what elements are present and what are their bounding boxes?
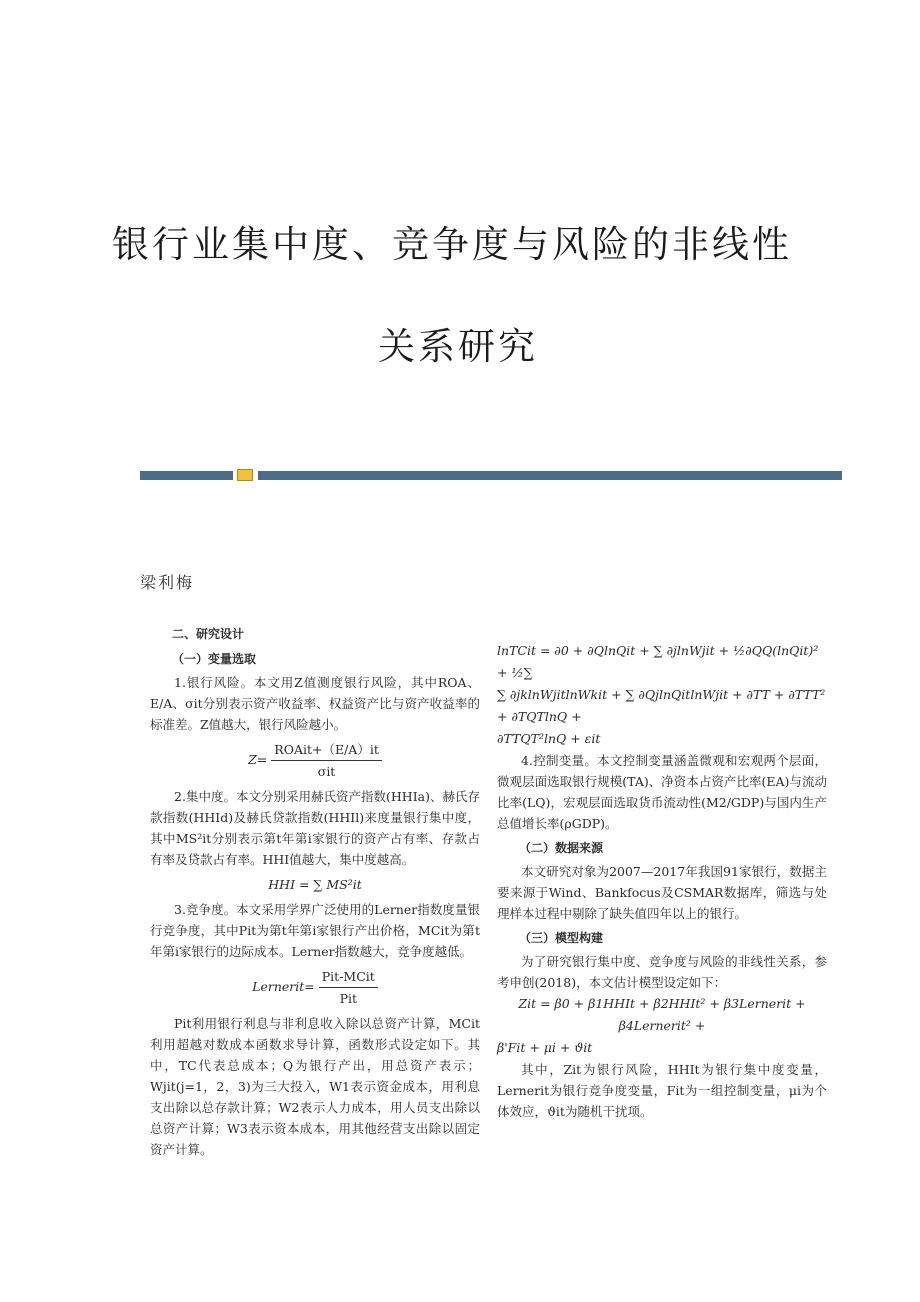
paragraph-competition: 3.竞争度。本文采用学界广泛使用的Lerner指数度量银行竞争度，其中Pit为第t年第i家银行产出价格，MCit为第t年第i家银行的边际成本。Lerner指数越大，竞争度越低。 [150, 902, 480, 959]
equation-lerner-denominator: Pit [339, 991, 357, 1006]
decorative-divider-right [258, 471, 842, 480]
equation-lerner-fraction [319, 966, 378, 1009]
subsection-heading: （二）数据来源 [519, 841, 604, 855]
equation-hhi: HHI = ∑ MS²it [268, 877, 362, 892]
subsection-heading: （三）模型构建 [519, 931, 604, 945]
equation-translog-line-2: ∑ ∂jklnWjitlnWkit + ∑ ∂QjlnQitlnWjit + ∂TT + ∂TTT² + ∂TQTlnQ + [497, 687, 826, 724]
paragraph-model-intro: 为了研究银行集中度、竞争度与风险的非线性关系，参考申创(2018)，本文估计模型设定如下： [497, 954, 827, 990]
paragraph-control-variables: 4.控制变量。本文控制变量涵盖微观和宏观两个层面，微观层面选取银行规模(TA)、净资本占资产比率(EA)与流动比率(LQ)，宏观层面选取货币流动性(M2/GDP)与国内生产总值增长率(ρGDP)。 [497, 753, 827, 831]
equation-translog-line-1: lnTCit = ∂0 + ∂QlnQit + ∑ ∂jlnWjit + ½∂QQ(lnQit)² + ½∑ [497, 643, 819, 680]
paper-title-line-1: 银行业集中度、竞争度与风险的非线性 [112, 223, 792, 266]
paper-title-line-2: 关系研究 [378, 325, 538, 368]
paragraph-concentration: 2.集中度。本文分别采用赫氏资产指数(HHIa)、赫氏存款指数(HHId)及赫氏贷款指数(HHIl)来度量银行集中度，其中MS²it分别表示第t年第i家银行的资产占有率、存款占有率及贷款占有率。HHI值越大，集中度越高。 [150, 789, 480, 867]
equation-model-line-2: β'Fit + μi + ϑit [497, 1040, 593, 1055]
equation-z [150, 739, 480, 782]
equation-z-fraction [271, 739, 382, 782]
left-column [150, 622, 480, 1160]
paragraph-bank-risk: 1.银行风险。本文用Z值测度银行风险，其中ROA、E/A、σit分别表示资产收益率、权益资产比与资产收益率的标准差。Z值越大，银行风险越小。 [150, 675, 480, 732]
equation-z-denominator: σit [317, 764, 336, 779]
equation-z-numerator: ROAit+（E/A）it [271, 739, 382, 761]
right-column [497, 640, 827, 1122]
equation-lerner [150, 966, 480, 1009]
paragraph-cost-function: Pit利用银行利息与非利息收入除以总资产计算，MCit利用超越对数成本函数求导计算，函数形式设定如下。其中，TC代表总成本；Q为银行产出，用总资产表示；Wjit(j=1，2，3)为三大投入，W1表示资金成本，用利息支出除以总存款计算；W2表示人力成本，用人员支出除以总资产计算；W3表示资本成本，用其他经营支出除以固定资产计算。 [150, 1016, 480, 1157]
paragraph-data-source: 本文研究对象为2007—2017年我国91家银行，数据主要来源于Wind、Bankfocus及CSMAR数据库，筛选与处理样本过程中剔除了缺失值四年以上的银行。 [497, 864, 827, 921]
equation-lerner-numerator: Pit-MCit [319, 966, 378, 988]
subsection-heading: （一）变量选取 [172, 652, 257, 666]
author-name: 梁利梅 [140, 573, 195, 592]
section-heading: 二、研究设计 [172, 627, 245, 641]
equation-translog-line-3: ∂TTQT²lnQ + εit [497, 731, 601, 746]
equation-lerner-lhs: Lernerit= [252, 979, 315, 994]
decorative-divider-left [140, 471, 233, 480]
equation-z-lhs: Z= [248, 752, 268, 767]
decorative-badge-icon [237, 469, 253, 481]
paragraph-model-variables: 其中，Zit为银行风险，HHIt为银行集中度变量，Lernerit为银行竞争度变量，Fit为一组控制变量，μi为个体效应，ϑit为随机干扰项。 [497, 1062, 827, 1119]
equation-model-line-1: Zit = β0 + β1HHIt + β2HHIt² + β3Lernerit + β4Lernerit² + [518, 996, 806, 1033]
